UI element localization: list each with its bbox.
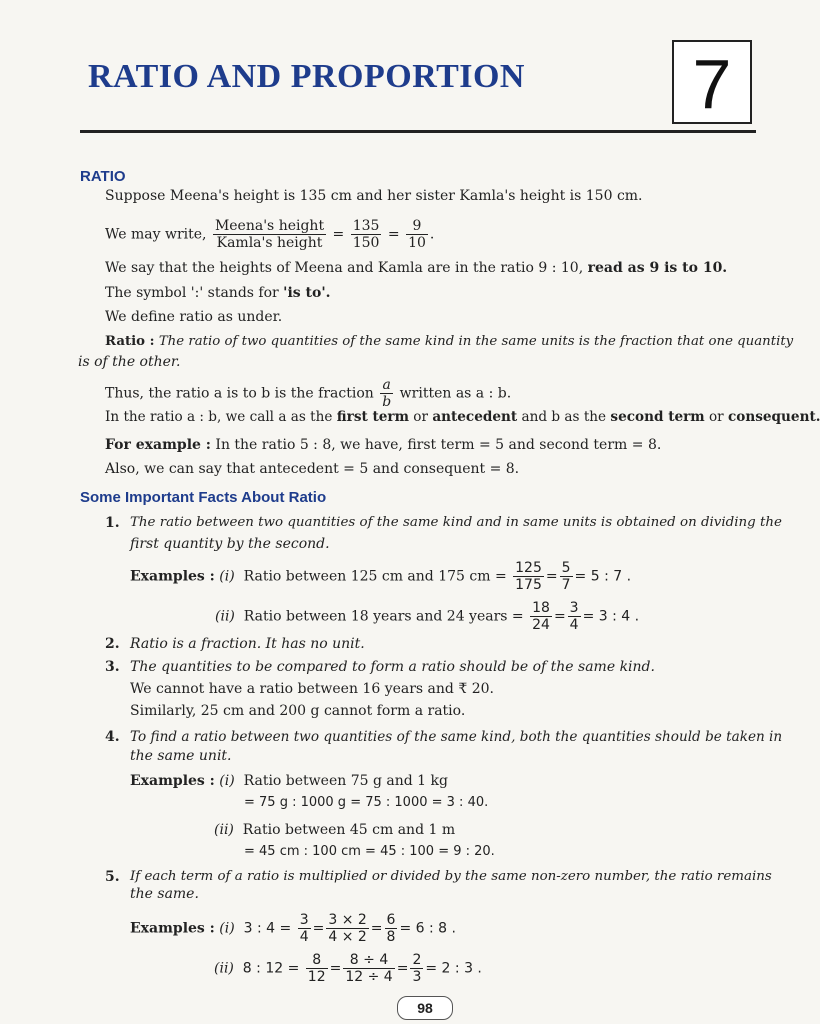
section-heading-ratio: RATIO — [80, 168, 126, 185]
define-line: We define ratio as under. — [105, 309, 283, 325]
thus-line: Thus, the ratio a is to b is the fraction $\frac{a}{b}$ written as a : b. — [105, 377, 512, 410]
fact-3-text: The quantities to be compared to form a ratio should be of the same kind. — [130, 659, 655, 675]
fact-3-line-2: We cannot have a ratio between 16 years and ₹ 20. — [130, 681, 494, 697]
fact-4-example-i: Examples : (i) Ratio between 75 g and 1 kg — [130, 773, 448, 789]
fact-4-line-1: To find a ratio between two quantities of the same kind, both the quantities should be taken in — [130, 729, 783, 745]
also-line: Also, we can say that antecedent = 5 and consequent = 8. — [105, 461, 520, 477]
fact-4-example-ii-result: = 45 cm : 100 cm = 45 : 100 = 9 : 20. — [244, 844, 495, 859]
header-rule — [80, 130, 756, 133]
fact-5-line-2: the same. — [130, 886, 199, 902]
fact-1-example-ii: (ii) Ratio between 18 years and 24 years = $\frac{18}{24}$ = $\frac{3}{4}$ = 3 : 4 . — [215, 600, 640, 633]
write-line: We may write, $\frac{\text{Meena's height}}{\text{Kamla's height}}$ = $\frac{135}{150}$ = $\frac{9}{10}$ . — [105, 218, 435, 251]
fact-1-line-1: The ratio between two quantities of the same kind and in same units is obtained on dividing the — [130, 515, 782, 530]
fact-3-number: 3. — [105, 659, 120, 675]
intro-line: Suppose Meena's height is 135 cm and her sister Kamla's height is 150 cm. — [105, 188, 643, 204]
fraction-9-10: $\frac{9}{10}$ — [408, 218, 426, 251]
fact-4-example-i-result: = 75 g : 1000 g = 75 : 1000 = 3 : 40. — [244, 795, 489, 810]
fact-3-line-3: Similarly, 25 cm and 200 g cannot form a ratio. — [130, 703, 466, 719]
write-prefix: We may write, — [105, 226, 207, 243]
fraction-heights: $\frac{\text{Meena's height}}{\text{Kamla's height}}$ — [214, 218, 325, 251]
fact-2-text: Ratio is a fraction. It has no unit. — [130, 636, 365, 652]
fact-1-example-i: Examples : (i) Ratio between 125 cm and 175 cm = $\frac{125}{175}$ = $\frac{5}{7}$ = 5 : 7 . — [130, 560, 632, 593]
fact-4-number: 4. — [105, 729, 120, 745]
symbol-line: The symbol ':' stands for 'is to'. — [105, 285, 331, 301]
chapter-title: RATIO AND PROPORTION — [88, 58, 525, 95]
chapter-number-box — [672, 40, 752, 124]
fact-2-number: 2. — [105, 636, 120, 652]
page-number: 98 — [397, 996, 453, 1020]
fact-5-example-i: Examples : (i) 3 : 4 = $\frac{3}{4}$ = $\frac{3 \times 2}{4 \times 2}$ = $\frac{6}{8}$ = 6 : 8 . — [130, 912, 456, 945]
terms-line: In the ratio a : b, we call a as the first term or antecedent and b as the second term or consequent. — [105, 409, 820, 425]
for-example-line: For example : In the ratio 5 : 8, we have, first term = 5 and second term = 8. — [105, 437, 662, 453]
fact-4-line-2: the same unit. — [130, 748, 232, 764]
fact-5-line-1: If each term of a ratio is multiplied or divided by the same non-zero number, the ratio remains — [130, 869, 772, 884]
fraction-135-150: $\frac{135}{150}$ — [352, 218, 380, 251]
section-heading-facts: Some Important Facts About Ratio — [80, 489, 327, 506]
fact-5-number: 5. — [105, 869, 120, 885]
fact-1-line-2: first quantity by the second. — [130, 536, 330, 552]
definition-line-2: is of the other. — [78, 354, 181, 370]
fact-5-example-ii: (ii) 8 : 12 = $\frac{8}{12}$ = $\frac{8 \div 4}{12 \div 4}$ = $\frac{2}{3}$ = 2 : 3 . — [214, 952, 482, 985]
fraction-a-b: $\frac{a}{b}$ — [382, 377, 392, 410]
definition-line-1: Ratio : The ratio of two quantities of the same kind in the same units is the fraction that one quantity — [105, 334, 794, 349]
fact-4-example-ii: (ii) Ratio between 45 cm and 1 m — [214, 822, 456, 838]
say-line: We say that the heights of Meena and Kamla are in the ratio 9 : 10, read as 9 is to 10. — [105, 260, 728, 276]
chapter-number: 7 — [692, 45, 732, 123]
fact-1-number: 1. — [105, 515, 120, 531]
